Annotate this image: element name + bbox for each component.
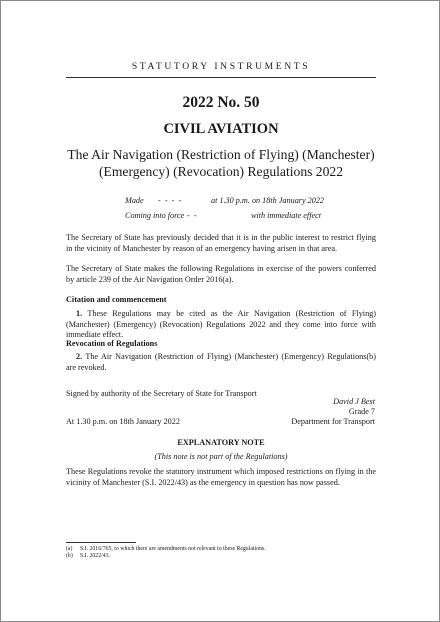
signatory-grade: Grade 7 <box>348 407 375 416</box>
explanatory-note-heading: EXPLANATORY NOTE <box>177 438 265 447</box>
signature-authority: Signed by authority of the Secretary of State for Transport <box>66 389 257 398</box>
footnote-b <box>66 553 386 561</box>
footnote-b-mark: (b) <box>66 553 73 559</box>
regulation-1-number: 1. <box>76 309 83 318</box>
coming-into-force-value: with immediate effect <box>251 211 322 220</box>
series-rule <box>66 77 376 78</box>
preamble-paragraph-2: The Secretary of State makes the following Regulations in exercise of the powers conferred by article 239 of the Air Navigation Order 2016(a). <box>66 264 376 284</box>
regulation-title: The Air Navigation (Restriction of Flying) (Manchester) (Emergency) (Revocation) Regulations 2022 <box>67 147 375 179</box>
signatory-department: Department for Transport <box>291 417 375 426</box>
signatory-name: David J Best <box>333 397 375 406</box>
series-heading: STATUTORY INSTRUMENTS <box>131 61 311 72</box>
coming-into-force-label: Coming into force <box>125 211 185 220</box>
instrument-number: 2022 No. 50 <box>182 94 260 111</box>
explanatory-note-text: These Regulations revoke the statutory instrument which imposed restrictions on flying in the vicinity of Manchester (S.I. 2022/43) as the emergency in question has now passed. <box>66 467 376 487</box>
made-value: at 1.30 p.m. on 18th January 2022 <box>211 196 325 205</box>
footnote-rule <box>66 542 136 543</box>
regulation-1-text: These Regulations may be cited as the Air Navigation (Restriction of Flying) (Manchester) (Emergency) (Revocation) Regulations 2022 and they come into force with immediate effect. <box>66 309 376 340</box>
made-dashes: - - - - <box>158 196 182 205</box>
section-heading-revocation: Revocation of Regulations <box>66 339 158 348</box>
preamble-paragraph-1: The Secretary of State has previously decided that it is in the public interest to restrict flying in the vicinity of Manchester by reason of an emergency having arisen in that area. <box>66 233 376 253</box>
footnote-a-mark: (a) <box>66 546 73 552</box>
regulation-2-paragraph <box>66 352 376 373</box>
footnote-a-text: S.I. 2016/765, to which there are amendments not relevant to these Regulations. <box>80 546 266 552</box>
footnote-b-text: S.I. 2022/43. <box>80 553 110 559</box>
signature-time: At 1.30 p.m. on 18th January 2022 <box>66 417 180 426</box>
made-label: Made <box>125 196 144 205</box>
regulation-1-paragraph <box>66 309 376 341</box>
coming-into-force-dashes: - - <box>187 211 197 220</box>
section-heading-citation: Citation and commencement <box>66 295 167 304</box>
regulation-2-number: 2. <box>76 352 83 361</box>
explanatory-note-subheading: (This note is not part of the Regulations) <box>154 452 288 461</box>
subject-heading: CIVIL AVIATION <box>163 121 279 137</box>
regulation-2-text: The Air Navigation (Restriction of Flying) (Manchester) (Emergency) Regulations(b) are revoked. <box>66 352 376 372</box>
